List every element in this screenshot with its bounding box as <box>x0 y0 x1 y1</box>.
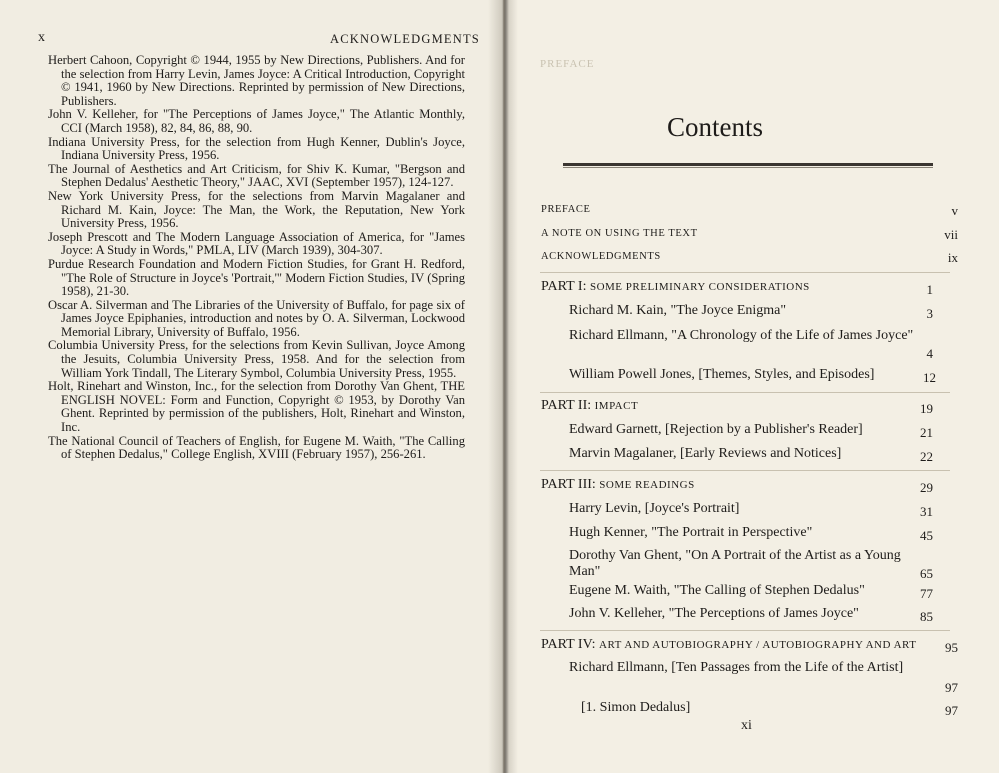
toc-entry[interactable]: Harry Levin, [Joyce's Portrait] <box>569 501 740 516</box>
title-rule <box>563 163 933 166</box>
toc-note[interactable]: A NOTE ON USING THE TEXT <box>541 228 698 239</box>
right-folio: xi <box>741 718 752 733</box>
toc-entry[interactable]: Richard Ellmann, [Ten Passages from the Life of the Artist] <box>569 660 904 675</box>
toc-entry-page: 12 <box>923 370 936 385</box>
toc-entry-page: 21 <box>920 425 933 440</box>
toc-entry-page: 97 <box>945 680 958 695</box>
toc-entry-page: 4 <box>926 346 933 361</box>
section-divider <box>540 630 950 631</box>
toc-entry-page: 3 <box>926 306 933 321</box>
part-3-prefix: PART III: <box>541 477 596 492</box>
ack-entry-5: New York University Press, for the selections from Marvin Magalaner and Richard M. Kain, Joyce: The Man, the Work, the Reputation, New York University Press, 1956. <box>48 188 465 231</box>
faint-stamp: PREFACE <box>540 58 595 70</box>
ack-entry-8: Oscar A. Silverman and The Libraries of the University of Buffalo, for page six of James Joyce Epiphanies, introduction and notes by O. A. Silverman, Lockwood Memorial Library, University of Buffalo, 1956. <box>48 297 465 339</box>
toc-entry[interactable]: Hugh Kenner, "The Portrait in Perspective" <box>569 525 813 540</box>
part-2-title: IMPACT <box>594 400 639 412</box>
toc-entry-page: 65 <box>920 566 933 581</box>
toc-entry-page: 22 <box>920 449 933 464</box>
ack-entry-6: Joseph Prescott and The Modern Language Association of America, for "James Joyce: A Study in Words," PMLA, LIV (March 1939), 304-307. <box>48 229 465 258</box>
acknowledgment-list <box>48 54 465 462</box>
title-rule-thin <box>563 167 933 168</box>
section-divider <box>540 272 950 273</box>
part-1-title: SOME PRELIMINARY CONSIDERATIONS <box>589 281 810 293</box>
toc-entry-page: 85 <box>920 609 933 624</box>
part-1-prefix: PART I: <box>541 279 587 294</box>
toc-part-4-page: 95 <box>945 640 958 655</box>
toc-acknowledgments[interactable]: ACKNOWLEDGMENTS <box>541 251 661 262</box>
toc-entry-page: 45 <box>920 528 933 543</box>
toc-preface[interactable]: PREFACE <box>541 204 591 215</box>
part-2-prefix: PART II: <box>541 398 592 413</box>
ack-entry-9: Columbia University Press, for the selections from Kevin Sullivan, Joyce Among the Jesuits, Columbia University Press, 1958. And for the selection from William York Tindall, The Literary Symbol, Columbia University Press, 1955. <box>48 338 465 380</box>
running-head: ACKNOWLEDGMENTS <box>330 32 480 46</box>
ack-entry-10: Holt, Rinehart and Winston, Inc., for the selection from Dorothy Van Ghent, THE ENGLISH NOVEL: Form and Function, Copyright © 1953, by Dorothy Van Ghent. Reprinted by permission of the publishers, Holt, Rinehart and Winston, Inc. <box>48 379 465 435</box>
toc-entry[interactable]: Eugene M. Waith, "The Calling of Stephen Dedalus" <box>569 583 865 598</box>
book-gutter <box>488 0 518 773</box>
toc-entry-page: 97 <box>945 703 958 718</box>
toc-acknowledgments-page: ix <box>947 250 958 265</box>
toc-entry[interactable]: Edward Garnett, [Rejection by a Publisher's Reader] <box>569 422 863 437</box>
toc-entry[interactable]: William Powell Jones, [Themes, Styles, and Episodes] <box>569 367 875 382</box>
toc-entry[interactable]: [1. Simon Dedalus] <box>581 700 691 715</box>
part-3-title: SOME READINGS <box>599 479 695 491</box>
toc-entry[interactable]: John V. Kelleher, "The Perceptions of James Joyce" <box>569 606 859 621</box>
toc-entry-page: 31 <box>920 504 933 519</box>
toc-entry[interactable]: Dorothy Van Ghent, "On A Portrait of the Artist as a Young Man" <box>569 548 901 579</box>
ack-entry-4: The Journal of Aesthetics and Art Criticism, for Shiv K. Kumar, "Bergson and Stephen Dedalus' Aesthetic Theory," JAAC, XVI (September 1957), 124-127. <box>48 161 465 190</box>
toc-entry-page: 77 <box>920 586 933 601</box>
toc-part-1-page: 1 <box>926 282 933 297</box>
toc-entry[interactable]: Richard Ellmann, "A Chronology of the Life of James Joyce" <box>569 328 914 343</box>
ack-entry-1: Herbert Cahoon, Copyright © 1944, 1955 by New Directions, Publishers. And for the selection from Harry Levin, James Joyce: A Critical Introduction, Copyright © 1941, 1960 by New Directions. Reprinted by permission of New Directions, Publishers. <box>48 53 465 108</box>
toc-entry[interactable]: Richard M. Kain, "The Joyce Enigma" <box>569 303 787 318</box>
toc-part-1[interactable] <box>541 279 810 295</box>
ack-entry-7: Purdue Research Foundation and Modern Fiction Studies, for Grant H. Redford, "The Role of Structure in Joyce's 'Portrait,'" Modern Fiction Studies, IV (Spring 1958), 21-30. <box>48 256 465 299</box>
toc-entry[interactable]: Marvin Magalaner, [Early Reviews and Notices] <box>569 446 842 461</box>
part-4-title: ART AND AUTOBIOGRAPHY / AUTOBIOGRAPHY AND ART <box>599 639 917 651</box>
left-folio: x <box>38 30 45 45</box>
section-divider <box>540 470 950 471</box>
toc-part-3[interactable] <box>541 477 695 493</box>
toc-part-4[interactable] <box>541 637 931 653</box>
toc-part-2-page: 19 <box>920 401 933 416</box>
toc-preface-page: v <box>951 203 958 218</box>
ack-entry-3: Indiana University Press, for the selection from Hugh Kenner, Dublin's Joyce, Indiana University Press, 1956. <box>48 134 465 163</box>
ack-entry-2: John V. Kelleher, for "The Perceptions of James Joyce," The Atlantic Monthly, CCI (March 1958), 82, 84, 86, 88, 90. <box>48 107 465 135</box>
section-divider <box>540 392 950 393</box>
toc-note-page: vii <box>944 227 958 242</box>
toc-part-2[interactable] <box>541 398 638 414</box>
ack-entry-11: The National Council of Teachers of English, for Eugene M. Waith, "The Calling of Stephen Dedalus," College English, XVIII (February 1957), 256-261. <box>48 433 465 462</box>
toc-part-3-page: 29 <box>920 480 933 495</box>
part-4-prefix: PART IV: <box>541 637 596 652</box>
page-title: Contents <box>667 112 764 142</box>
